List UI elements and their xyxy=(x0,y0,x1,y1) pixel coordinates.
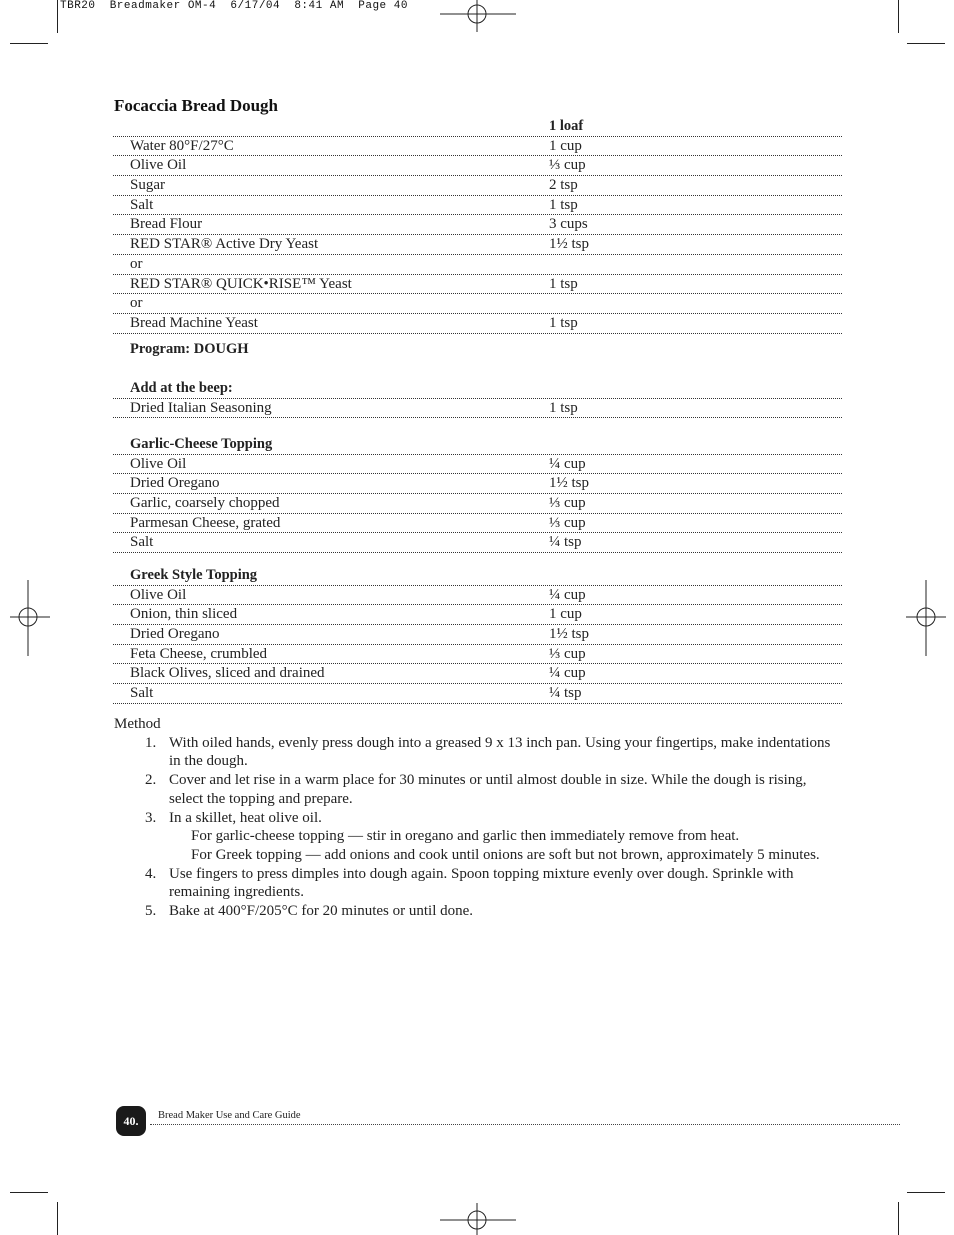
section-heading: Add at the beep: xyxy=(130,380,233,396)
ingredient-amount: ¼ tsp xyxy=(549,534,582,551)
crop-mark xyxy=(907,43,945,44)
ingredient-amount: ¼ tsp xyxy=(549,685,582,702)
ingredient-name: Salt xyxy=(130,534,154,551)
ingredient-amount: ¼ cup xyxy=(549,455,586,472)
ingredient-amount: ⅓ cup xyxy=(549,645,586,662)
table-row xyxy=(113,586,842,606)
garlic-cheese-table xyxy=(113,435,842,553)
crop-mark xyxy=(57,0,58,33)
crop-mark xyxy=(898,1202,899,1235)
step-subnote: For Greek topping — add onions and cook until onions are soft but not brown, approximately 5 minutes. xyxy=(191,846,820,863)
table-row xyxy=(113,399,842,419)
ingredients-table xyxy=(113,117,842,334)
table-row xyxy=(113,494,842,514)
ingredient-name: Olive Oil xyxy=(130,586,187,603)
ingredient-amount: ⅓ cup xyxy=(549,157,586,174)
table-row xyxy=(113,275,842,295)
crop-mark xyxy=(10,1192,48,1193)
method-step xyxy=(114,809,844,865)
ingredient-amount: 3 cups xyxy=(549,216,588,233)
ingredient-amount: 1½ tsp xyxy=(549,626,590,643)
table-row xyxy=(113,196,842,216)
ingredient-name: Parmesan Cheese, grated xyxy=(130,514,281,531)
ingredient-name: Bread Machine Yeast xyxy=(130,314,258,331)
ingredient-name: Feta Cheese, crumbled xyxy=(130,645,268,662)
table-row xyxy=(113,455,842,475)
registration-mark-icon xyxy=(440,0,516,32)
step-text: Bake at 400°F/205°C for 20 minutes or until done. xyxy=(169,903,474,920)
table-row xyxy=(113,664,842,684)
table-row xyxy=(113,605,842,625)
table-row xyxy=(113,625,842,645)
ingredient-amount: 1 cup xyxy=(549,137,582,154)
ingredient-name: Dried Oregano xyxy=(130,626,220,643)
crop-mark xyxy=(907,1192,945,1193)
section-heading-row xyxy=(113,435,842,455)
section-heading-row xyxy=(113,566,842,586)
printer-slug: TBR20 Breadmaker OM-4 6/17/04 8:41 AM Page 40 xyxy=(60,0,408,12)
registration-mark-icon xyxy=(10,580,50,656)
ingredient-amount: ⅓ cup xyxy=(549,514,586,531)
table-row xyxy=(113,474,842,494)
ingredient-amount: 1 cup xyxy=(549,606,582,623)
ingredient-amount: ¼ cup xyxy=(549,665,586,682)
crop-mark xyxy=(57,1202,58,1235)
ingredient-name: Bread Flour xyxy=(130,216,203,233)
section-heading: Garlic-Cheese Topping xyxy=(130,436,273,452)
table-row xyxy=(113,314,842,334)
step-number: 5. xyxy=(145,903,157,920)
step-text: In a skillet, heat olive oil. xyxy=(169,809,322,826)
ingredient-name: Dried Italian Seasoning xyxy=(130,399,272,416)
program-label: Program: DOUGH xyxy=(130,341,249,357)
ingredient-name: Water 80°F/27°C xyxy=(130,137,234,154)
table-row xyxy=(113,255,842,275)
table-row xyxy=(113,533,842,553)
ingredient-amount: 1½ tsp xyxy=(549,236,590,253)
ingredient-amount: 1 tsp xyxy=(549,314,578,331)
ingredient-name: Salt xyxy=(130,685,154,702)
ingredient-name: Olive Oil xyxy=(130,455,187,472)
method-heading: Method xyxy=(114,716,161,732)
ingredient-name: Sugar xyxy=(130,177,165,194)
ingredient-name: Olive Oil xyxy=(130,157,187,174)
table-row xyxy=(113,235,842,255)
ingredient-name: RED STAR® QUICK•RISE™ Yeast xyxy=(130,275,352,292)
ingredient-name: Black Olives, sliced and drained xyxy=(130,665,325,682)
ingredient-amount: ⅓ cup xyxy=(549,495,586,512)
method-step xyxy=(114,865,844,902)
crop-mark xyxy=(898,0,899,33)
greek-topping-table xyxy=(113,566,842,704)
ingredient-name: Salt xyxy=(130,196,154,213)
registration-mark-icon xyxy=(440,1203,516,1235)
section-heading-row xyxy=(113,379,842,399)
ingredient-amount: 2 tsp xyxy=(549,177,578,194)
table-row xyxy=(113,514,842,534)
footer-guide-title: Bread Maker Use and Care Guide xyxy=(158,1110,301,1121)
ingredient-amount: ¼ cup xyxy=(549,586,586,603)
table-row xyxy=(113,294,842,314)
step-subnote: For garlic-cheese topping — stir in oregano and garlic then immediately remove from heat. xyxy=(191,828,740,845)
step-number: 1. xyxy=(145,734,157,751)
method-step xyxy=(114,771,844,808)
registration-mark-icon xyxy=(906,580,946,656)
ingredient-name: Dried Oregano xyxy=(130,475,220,492)
step-number: 4. xyxy=(145,865,157,882)
table-row xyxy=(113,645,842,665)
section-heading: Greek Style Topping xyxy=(130,567,258,583)
table-header-row xyxy=(113,117,842,137)
column-header: 1 loaf xyxy=(549,118,584,134)
ingredient-name: or xyxy=(130,295,143,312)
ingredient-amount: 1 tsp xyxy=(549,196,578,213)
ingredient-amount: 1 tsp xyxy=(549,275,578,292)
method-step xyxy=(114,734,844,771)
table-row xyxy=(113,176,842,196)
step-text: Use fingers to press dimples into dough again. Spoon topping mixture evenly over dough. Sprinkle with remaining ingredients. xyxy=(169,865,794,901)
ingredient-amount: 1 tsp xyxy=(549,399,578,416)
page-number-badge: 40. xyxy=(116,1106,146,1136)
ingredient-name: Garlic, coarsely chopped xyxy=(130,495,280,512)
step-number: 2. xyxy=(145,772,157,789)
ingredient-amount: 1½ tsp xyxy=(549,475,590,492)
step-number: 3. xyxy=(145,809,157,826)
step-text: Cover and let rise in a warm place for 30 minutes or until almost double in size. While the dough is rising, select the topping and prepare. xyxy=(169,772,807,807)
table-row xyxy=(113,215,842,235)
ingredient-name: RED STAR® Active Dry Yeast xyxy=(130,236,319,253)
beep-table xyxy=(113,379,842,418)
method-section xyxy=(114,715,844,921)
recipe-title: Focaccia Bread Dough xyxy=(114,96,279,115)
step-text: With oiled hands, evenly press dough into a greased 9 x 13 inch pan. Using your fingertips, make indentations in the dough. xyxy=(169,734,831,770)
table-row xyxy=(113,137,842,157)
table-row xyxy=(113,684,842,704)
crop-mark xyxy=(10,43,48,44)
footer-divider xyxy=(150,1124,900,1125)
method-step xyxy=(114,902,844,921)
method-steps xyxy=(114,734,844,921)
table-row xyxy=(113,156,842,176)
ingredient-name: Onion, thin sliced xyxy=(130,606,238,623)
ingredient-name: or xyxy=(130,255,143,272)
